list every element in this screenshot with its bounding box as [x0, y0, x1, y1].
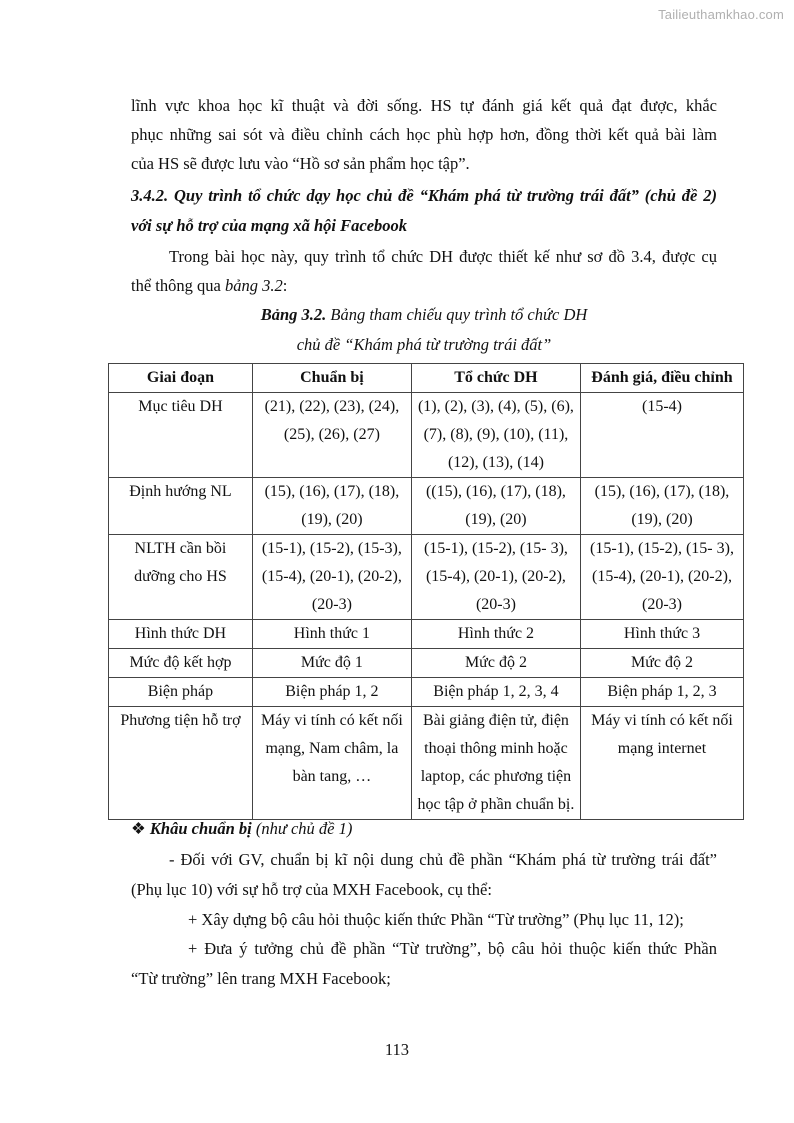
header-stage: Giai đoạn	[109, 364, 253, 393]
table-caption-label: Bảng 3.2.	[260, 305, 327, 324]
para-line-2-post: :	[282, 276, 288, 295]
table-caption-text: Bảng tham chiếu quy trình tổ chức DH	[326, 305, 588, 324]
para-line-2	[131, 271, 717, 300]
table-cell: (21), (22), (23), (24), (25), (26), (27)	[252, 393, 411, 478]
table-cell: Máy vi tính có kết nối mạng internet	[580, 707, 743, 820]
table-cell: Mức độ 2	[580, 649, 743, 678]
table-row	[109, 678, 744, 707]
table-caption	[131, 305, 717, 325]
prep-note: (như chủ đề 1)	[251, 819, 353, 838]
header-evaluation: Đánh giá, điều chỉnh	[580, 364, 743, 393]
table-cell: Biện pháp 1, 2, 3, 4	[411, 678, 580, 707]
table-cell: (15-1), (15-2), (15- 3), (15-4), (20-1), (20-2), (20-3)	[580, 535, 743, 620]
table-row	[109, 620, 744, 649]
table-row	[109, 478, 744, 535]
page-number: 113	[384, 1040, 410, 1059]
prep-heading	[131, 814, 717, 843]
table-row	[109, 707, 744, 820]
row-label: Phương tiện hỗ trợ	[109, 707, 253, 820]
table-cell: Biện pháp 1, 2	[252, 678, 411, 707]
prep-item-1: + Xây dựng bộ câu hỏi thuộc kiến thức Phần “Từ trường” (Phụ lục 11, 12);	[188, 910, 684, 929]
prep-item-2-line-1: + Đưa ý tưởng chủ đề phần “Từ trường”, bộ câu hỏi thuộc kiến thức Phần	[188, 939, 717, 958]
table-cell: (15-1), (15-2), (15- 3), (15-4), (20-1), (20-2), (20-3)	[411, 535, 580, 620]
table-cell: Hình thức 1	[252, 620, 411, 649]
intro-line-3: của HS sẽ được lưu vào “Hồ sơ sản phẩm học tập”.	[131, 154, 470, 173]
table-row	[109, 393, 744, 478]
table-cell: Bài giảng điện tử, điện thoại thông minh hoặc laptop, các phương tiện học tập ở phần chuẩn bị.	[411, 707, 580, 820]
header-organization: Tổ chức DH	[411, 364, 580, 393]
row-label: Định hướng NL	[109, 478, 253, 535]
table-caption-line-2: chủ đề “Khám phá từ trường trái đất”	[296, 335, 552, 354]
table-header-row	[109, 364, 744, 393]
row-label: Hình thức DH	[109, 620, 253, 649]
table-reference: bảng 3.2	[224, 276, 283, 295]
table-cell: Mức độ 2	[411, 649, 580, 678]
table-row	[109, 649, 744, 678]
diamond-bullet-icon: ❖	[131, 819, 146, 838]
prep-gv-line-2: (Phụ lục 10) với sự hỗ trợ của MXH Facebook, cụ thể:	[131, 880, 492, 899]
table-cell: Hình thức 3	[580, 620, 743, 649]
section-heading-line-2: với sự hỗ trợ của mạng xã hội Facebook	[131, 216, 408, 235]
table-cell: (15-4)	[580, 393, 743, 478]
section-heading-line-1: 3.4.2. Quy trình tổ chức dạy học chủ đề “Khám phá từ trường trái đất” (chủ đề 2)	[131, 186, 717, 205]
row-label: Biện pháp	[109, 678, 253, 707]
table-cell: Mức độ 1	[252, 649, 411, 678]
table-cell: Hình thức 2	[411, 620, 580, 649]
table-cell: (15-1), (15-2), (15-3), (15-4), (20-1), (20-2), (20-3)	[252, 535, 411, 620]
para-line-1: Trong bài học này, quy trình tổ chức DH được thiết kế như sơ đồ 3.4, được cụ	[169, 247, 717, 266]
prep-item-2-line-2: “Từ trường” lên trang MXH Facebook;	[131, 969, 391, 988]
table-row	[109, 535, 744, 620]
table-cell: ((15), (16), (17), (18), (19), (20)	[411, 478, 580, 535]
row-label: Mức độ kết hợp	[109, 649, 253, 678]
table-cell: Biện pháp 1, 2, 3	[580, 678, 743, 707]
reference-table	[108, 363, 744, 820]
table-cell: (1), (2), (3), (4), (5), (6), (7), (8), (9), (10), (11), (12), (13), (14)	[411, 393, 580, 478]
intro-line-2: phục những sai sót và điều chỉnh cách học phù hợp hơn, đồng thời kết quả bài làm	[131, 125, 717, 144]
prep-title: Khâu chuẩn bị	[149, 819, 252, 838]
header-preparation: Chuẩn bị	[252, 364, 411, 393]
row-label: Mục tiêu DH	[109, 393, 253, 478]
watermark: Tailieuthamkhao.com	[658, 7, 784, 22]
row-label: NLTH cần bồi dưỡng cho HS	[109, 535, 253, 620]
table-cell: (15), (16), (17), (18), (19), (20)	[252, 478, 411, 535]
table-cell: (15), (16), (17), (18), (19), (20)	[580, 478, 743, 535]
intro-line-1: lĩnh vực khoa học kĩ thuật và đời sống. HS tự đánh giá kết quả đạt được, khắc	[131, 96, 717, 115]
para-line-2-pre: thể thông qua	[131, 276, 225, 295]
prep-gv-line-1: - Đối với GV, chuẩn bị kĩ nội dung chủ đề phần “Khám phá từ trường trái đất”	[169, 850, 717, 869]
table-cell: Máy vi tính có kết nối mạng, Nam châm, la bàn tang, …	[252, 707, 411, 820]
